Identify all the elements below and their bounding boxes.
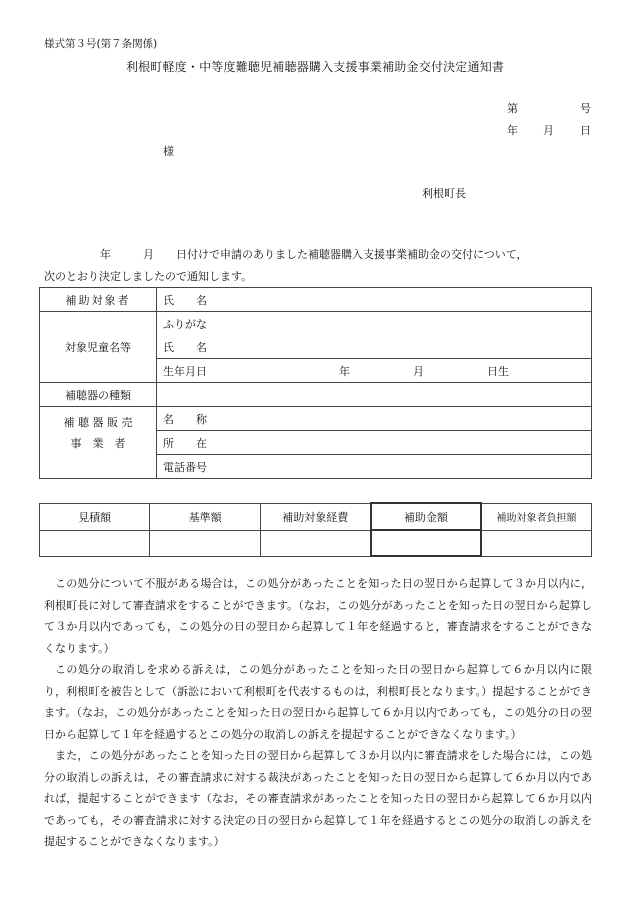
appeal-paragraph-2: この処分の取消しを求める訴えは，この処分があったことを知った日の翌日から起算して６か月以内に限り，利根町を被告として（訴訟において利根町を代表するものは，利根町長となります。）提起することができます。（なお，この処分があったことを知った日の翌日から起算して６か月以内であっても，この処分の日の翌日から起算して１年を経過するとこの処分の取消しの訴えを提起することができなくなります。）: [44, 663, 592, 741]
amount-table: [39, 502, 592, 557]
intro-year: 年: [100, 248, 111, 261]
dealer-name-field[interactable]: [157, 407, 592, 431]
dob-month: 月: [413, 364, 424, 378]
device-type-label: 補聴器の種類: [40, 383, 157, 407]
info-table: [39, 287, 592, 479]
child-row-furigana: [40, 312, 592, 336]
intro-month: 月: [143, 248, 154, 261]
amount-header-row: [40, 503, 592, 530]
dealer-phone-label: 電話番号: [163, 460, 207, 474]
dealer-phone-field[interactable]: [157, 455, 592, 479]
standard-amount-header: 基準額: [150, 503, 260, 530]
eligible-cost-header: 補助対象経費: [260, 503, 370, 530]
appeal-paragraph-3: また，この処分があったことを知った日の翌日から起算して３か月以内に審査請求をした場合には，この処分の取消しの訴えは，その審査請求に対する裁決があったことを知った日の翌日から起算して６か月以内であれば，提起することができます（なお，その審査請求があったことを知った日の翌日から起算して６か月以内であっても，その審査請求に対する決定の日の翌日から起算して１年を経過するとこの処分の取消しの訴えを提起することができなくなります。）: [44, 749, 592, 848]
document-title: 利根町軽度・中等度難聴児補聴器購入支援事業補助金交付決定通知書: [125, 60, 505, 74]
dob-year: 年: [339, 364, 350, 378]
dealer-address-field[interactable]: [157, 431, 592, 455]
intro-text-line1: 日付けで申請のありました補聴器購入支援事業補助金の交付について，: [176, 248, 528, 261]
child-label: 対象児童名等: [40, 312, 157, 383]
dealer-label-line1: 補 聴 器 販 売: [63, 416, 133, 429]
device-type-field[interactable]: [157, 383, 592, 407]
date-year: 年: [507, 124, 518, 137]
estimate-field[interactable]: [40, 530, 150, 556]
furigana-field[interactable]: [157, 312, 592, 336]
issuer: 利根町長: [422, 187, 466, 200]
applicant-label: 補助対象者: [40, 288, 157, 312]
device-row: [40, 383, 592, 407]
eligible-cost-field[interactable]: [260, 530, 370, 556]
addressee-suffix: 様: [163, 145, 174, 158]
dob-field[interactable]: [157, 359, 592, 383]
date-month: 月: [543, 124, 554, 137]
subsidy-amount-header: 補助金額: [371, 503, 481, 530]
applicant-burden-field[interactable]: [481, 530, 591, 556]
standard-amount-field[interactable]: [150, 530, 260, 556]
dealer-label: [40, 407, 157, 479]
date-day: 日: [580, 124, 591, 137]
dealer-name-label: 名 称: [163, 412, 207, 426]
child-name-field[interactable]: [157, 335, 592, 359]
dealer-address-label: 所 在: [163, 436, 207, 450]
appeal-notice: [44, 573, 592, 853]
document-number-suffix: 号: [580, 102, 591, 115]
dealer-row-name: [40, 407, 592, 431]
furigana-label: ふりがな: [163, 317, 207, 331]
dob-day: 日生: [487, 364, 509, 378]
applicant-burden-header: 補助対象者負担額: [481, 503, 591, 530]
estimate-header: 見積額: [40, 503, 150, 530]
subsidy-amount-field[interactable]: [371, 530, 481, 556]
dealer-label-line2: 事 業 者: [70, 437, 126, 450]
document-number-prefix: 第: [507, 102, 518, 115]
applicant-name-label: 氏 名: [163, 293, 207, 307]
child-name-label: 氏 名: [163, 340, 207, 354]
applicant-name-field[interactable]: [157, 288, 592, 312]
amount-value-row: [40, 530, 592, 556]
dob-label: 生年月日: [163, 364, 207, 378]
appeal-paragraph-1: この処分について不服がある場合は，この処分があったことを知った日の翌日から起算して３か月以内に，利根町長に対して審査請求をすることができます。（なお，この処分があったことを知った日の翌日から起算して３か月以内であっても，この処分の日の翌日から起算して１年を経過すると，審査請求をすることができなくなります。）: [44, 577, 592, 655]
applicant-row: [40, 288, 592, 312]
form-number: 様式第３号(第７条関係): [44, 38, 158, 50]
intro-text-line2: 次のとおり決定しましたので通知します。: [44, 270, 253, 283]
